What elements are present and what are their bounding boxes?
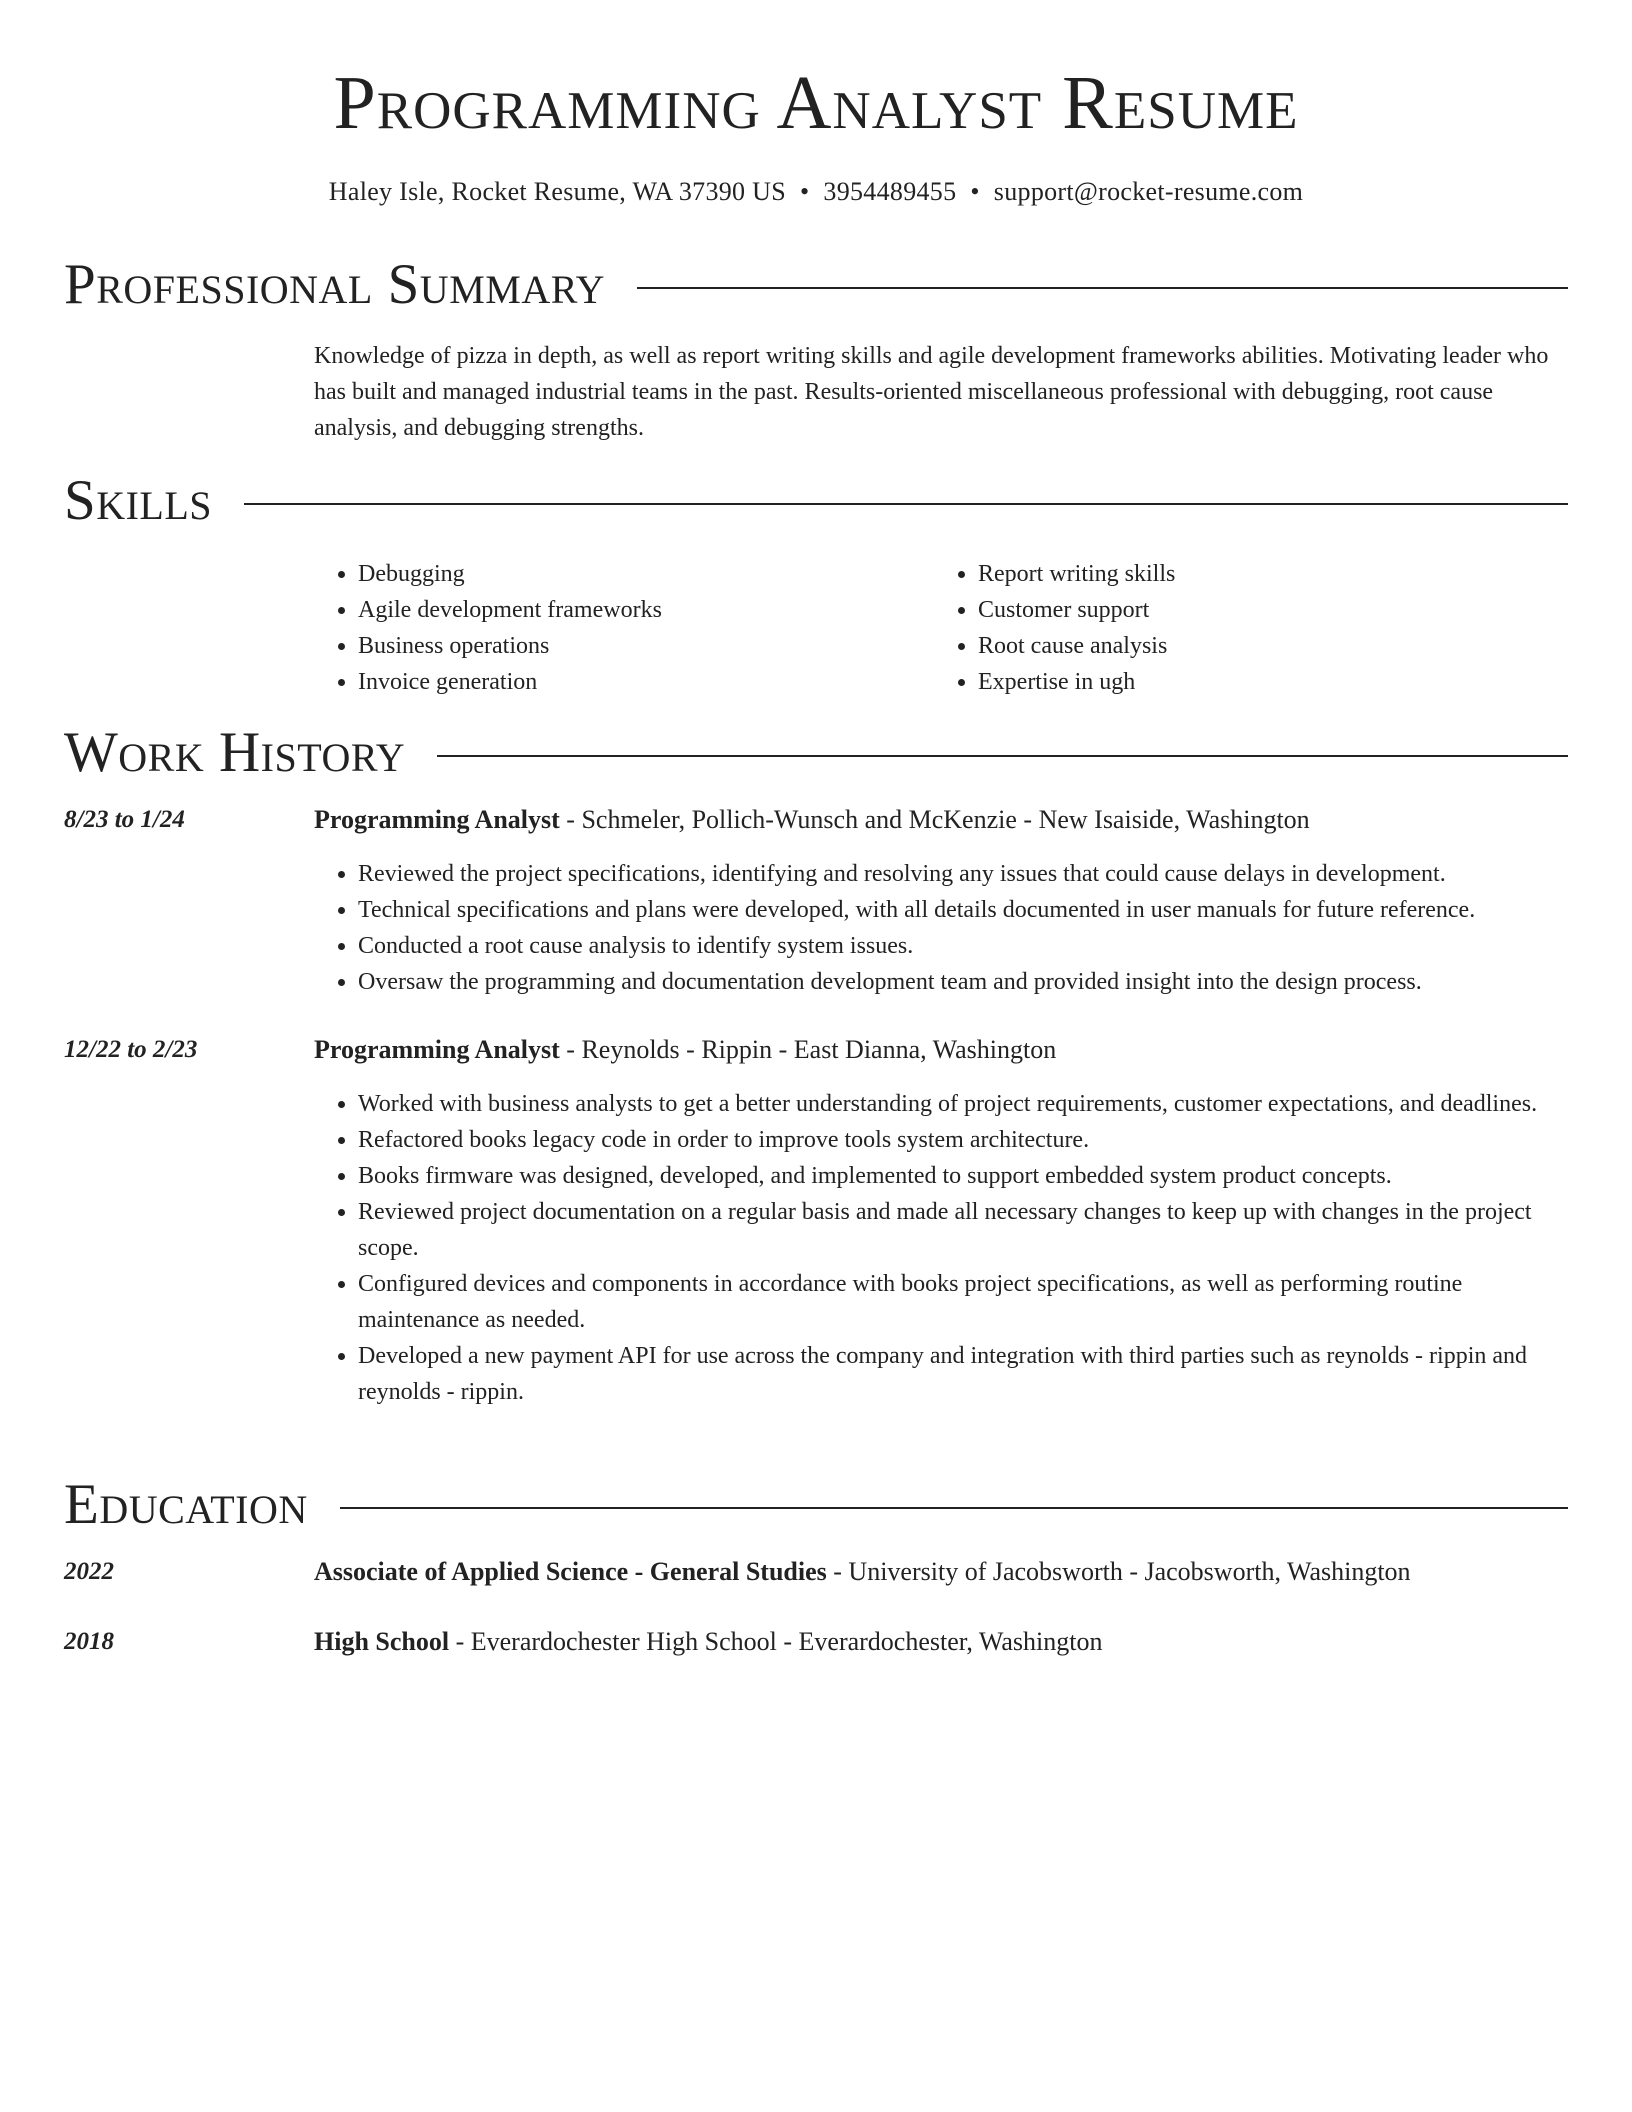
education-year: 2018 bbox=[64, 1628, 114, 1655]
section-divider bbox=[637, 287, 1568, 289]
education-heading: Education bbox=[64, 1473, 308, 1536]
skill-item: • Customer support bbox=[978, 592, 1554, 628]
contact-email: support@rocket-resume.com bbox=[993, 177, 1304, 206]
work-bullet: • Configured devices and components in accordance with books project specifications, as well as performing routine maintenance as needed. bbox=[358, 1266, 1569, 1338]
work-bullets bbox=[314, 1086, 1569, 1410]
skills-heading: Skills bbox=[64, 469, 213, 532]
work-employer: - Reynolds - Rippin - East Dianna, Washington bbox=[559, 1035, 1057, 1064]
work-bullets bbox=[314, 856, 1569, 1000]
skill-item: • Expertise in ugh bbox=[978, 664, 1554, 700]
work-employer: - Schmeler, Pollich-Wunsch and McKenzie - New Isaiside, Washington bbox=[559, 805, 1310, 834]
work-bullet: • Technical specifications and plans were developed, with all details documented in user manuals for future reference. bbox=[358, 892, 1569, 928]
skills-list bbox=[314, 556, 1569, 700]
work-bullet: • Books firmware was designed, developed, and implemented to support embedded system product concepts. bbox=[358, 1158, 1569, 1194]
education-school: - University of Jacobsworth - Jacobsworth, Washington bbox=[826, 1557, 1411, 1586]
work-bullet: • Developed a new payment API for use across the company and integration with third parties such as reynolds - rippin and reynolds - rippin. bbox=[358, 1338, 1569, 1410]
skill-item: • Root cause analysis bbox=[978, 628, 1554, 664]
education-year: 2022 bbox=[64, 1558, 114, 1585]
work-heading-line bbox=[314, 1032, 1056, 1068]
summary-heading: Professional Summary bbox=[64, 253, 606, 316]
education-heading-line bbox=[314, 1624, 1102, 1660]
skill-item: • Invoice generation bbox=[358, 664, 934, 700]
work-job-title: Programming Analyst bbox=[314, 805, 560, 834]
work-bullet: • Reviewed project documentation on a regular basis and made all necessary changes to keep up with changes in the project scope. bbox=[358, 1194, 1569, 1266]
education-heading-line bbox=[314, 1554, 1411, 1590]
work-heading: Work History bbox=[64, 721, 406, 784]
contact-address: Haley Isle, Rocket Resume, WA 37390 US bbox=[328, 177, 786, 206]
contact-separator: • bbox=[799, 177, 810, 206]
work-section-header bbox=[64, 718, 1568, 788]
work-job-title: Programming Analyst bbox=[314, 1035, 560, 1064]
section-divider bbox=[340, 1507, 1568, 1509]
work-bullet: • Oversaw the programming and documentation development team and provided insight into the design process. bbox=[358, 964, 1569, 1000]
section-divider bbox=[244, 503, 1568, 505]
work-heading-line bbox=[314, 802, 1310, 838]
education-section-header bbox=[64, 1470, 1568, 1540]
skills-column-right bbox=[934, 556, 1554, 700]
skill-item: • Report writing skills bbox=[978, 556, 1554, 592]
skill-item: • Business operations bbox=[358, 628, 934, 664]
work-bullet: • Reviewed the project specifications, identifying and resolving any issues that could cause delays in development. bbox=[358, 856, 1569, 892]
skill-item: • Agile development frameworks bbox=[358, 592, 934, 628]
education-degree: Associate of Applied Science - General Studies bbox=[314, 1557, 827, 1586]
work-bullet: • Refactored books legacy code in order to improve tools system architecture. bbox=[358, 1122, 1569, 1158]
skills-column-left bbox=[314, 556, 934, 700]
work-bullet: • Worked with business analysts to get a better understanding of project requirements, customer expectations, and deadlines. bbox=[358, 1086, 1569, 1122]
summary-text: Knowledge of pizza in depth, as well as report writing skills and agile development frameworks abilities. Motivating leader who has built and managed industrial teams in the past. Results-oriented miscellaneous professional with debugging, root cause analysis, and debugging strengths. bbox=[314, 343, 1549, 441]
contact-line bbox=[0, 176, 1632, 208]
work-dates: 8/23 to 1/24 bbox=[64, 806, 185, 833]
contact-phone: 3954489455 bbox=[823, 177, 957, 206]
resume-title: Programming Analyst Resume bbox=[333, 61, 1299, 145]
section-divider bbox=[437, 755, 1568, 757]
summary-section-header bbox=[64, 250, 1568, 320]
education-school: - Everardochester High School - Everardochester, Washington bbox=[449, 1627, 1103, 1656]
work-dates: 12/22 to 2/23 bbox=[64, 1036, 198, 1063]
contact-separator: • bbox=[970, 177, 980, 206]
skills-section-header bbox=[64, 466, 1568, 536]
skill-item: • Debugging bbox=[358, 556, 934, 592]
education-degree: High School bbox=[314, 1627, 450, 1656]
work-bullet: • Conducted a root cause analysis to identify system issues. bbox=[358, 928, 1569, 964]
